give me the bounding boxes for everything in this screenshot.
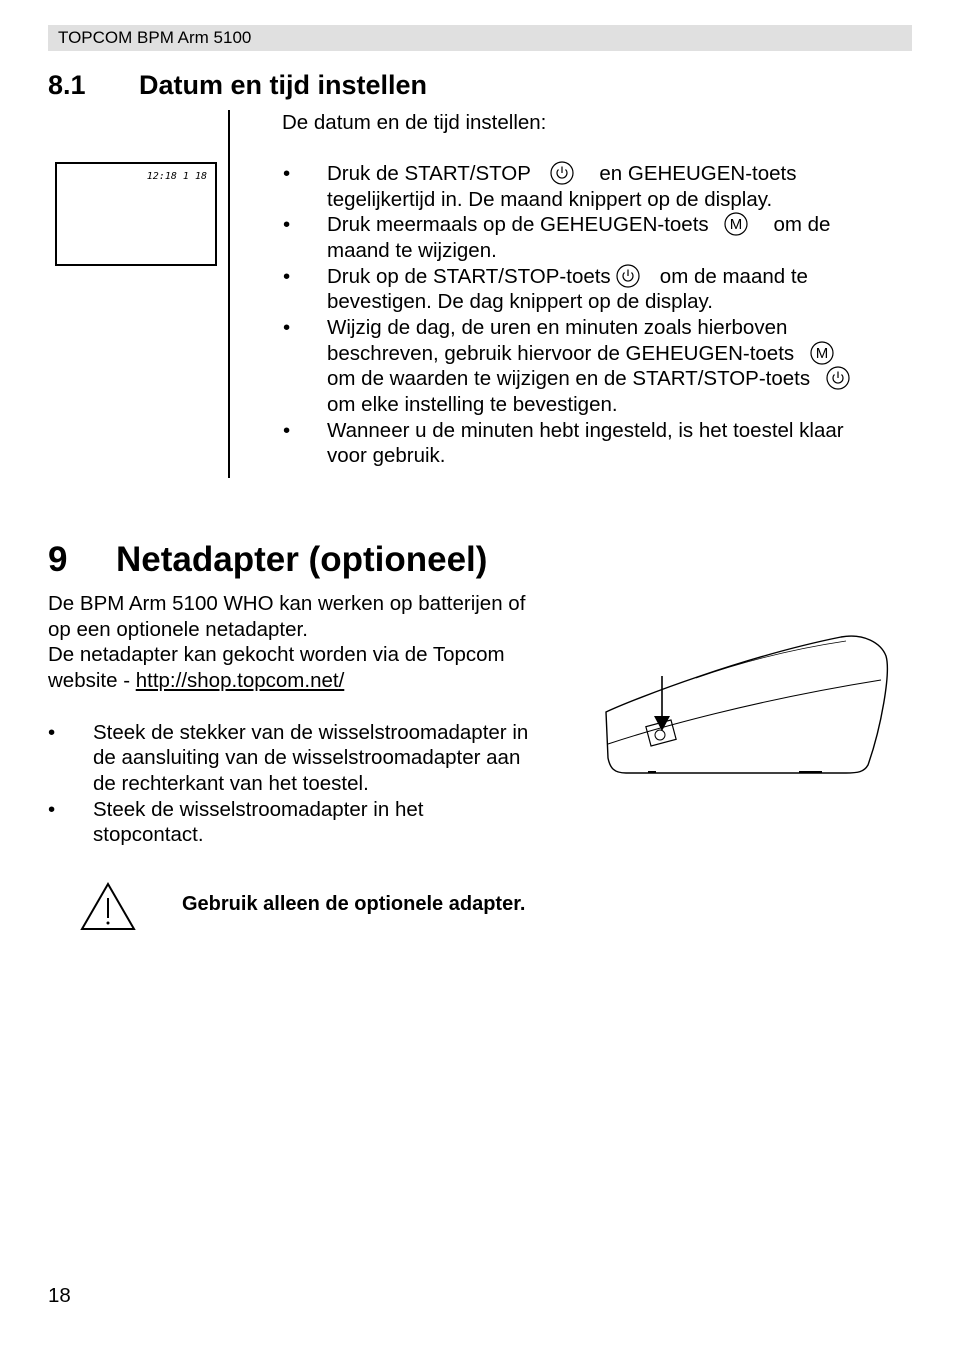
list-item-text: om de waarden te wijzigen en de START/STOP-toets — [327, 367, 811, 390]
section-title: Datum en tijd instellen — [139, 70, 428, 100]
website-prefix: website - — [48, 669, 136, 692]
bullet-marker: • — [48, 798, 56, 821]
memory-key-label: M — [815, 345, 828, 362]
list-item-text: om de — [773, 213, 831, 236]
list-item-text: Druk de START/STOP — [327, 162, 531, 185]
list-item-text: bevestigen. De dag knippert op de display. — [327, 290, 713, 313]
list-item-text: om de maand te — [659, 265, 808, 288]
paragraph-line — [48, 668, 344, 694]
document-title: TOPCOM BPM Arm 5100 — [58, 28, 252, 47]
paragraph-line: op een optionele netadapter. — [48, 618, 308, 641]
list-item-text: Druk meermaals op de GEHEUGEN-toets — [327, 213, 709, 236]
bullet-marker: • — [283, 419, 291, 442]
bullet-marker: • — [48, 721, 56, 744]
list-item-text: voor gebruik. — [327, 444, 446, 467]
list-item-text: Wijzig de dag, de uren en minuten zoals hierboven — [327, 316, 788, 339]
list-item-text: tegelijkertijd in. De maand knippert op de display. — [327, 188, 773, 211]
power-icon — [550, 161, 574, 185]
list-item-text: om elke instelling te bevestigen. — [327, 393, 618, 416]
list-item — [327, 264, 808, 290]
power-icon — [826, 366, 850, 390]
intro-text: De datum en de tijd instellen: — [282, 111, 547, 134]
bullet-marker: • — [283, 316, 291, 339]
bullet-marker: • — [283, 213, 291, 236]
lcd-display — [55, 162, 217, 266]
list-item-text: Steek de stekker van de wisselstroomadapter in — [93, 721, 529, 744]
list-item-text: Wanneer u de minuten hebt ingesteld, is het toestel klaar — [327, 419, 844, 442]
list-item — [327, 212, 830, 238]
paragraph-line: De BPM Arm 5100 WHO kan werken op batterijen of — [48, 592, 526, 615]
memory-key-label: M — [729, 216, 743, 233]
chapter-title: Netadapter (optioneel) — [116, 540, 488, 579]
memory-m-icon — [810, 341, 834, 365]
list-item — [327, 366, 850, 392]
list-item-text: Steek de wisselstroomadapter in het — [93, 798, 424, 821]
header-bar — [48, 25, 912, 51]
list-item — [327, 341, 834, 367]
list-item-text: Druk op de START/STOP-toets — [327, 265, 611, 288]
chapter-number: 9 — [48, 540, 68, 579]
power-icon — [616, 264, 640, 288]
device-side-illustration — [596, 628, 896, 778]
list-item — [327, 161, 796, 187]
bullet-marker: • — [283, 265, 291, 288]
website-link[interactable]: http://shop.topcom.net/ — [135, 669, 345, 692]
list-item-text: de aansluiting van de wisselstroomadapter aan — [93, 746, 521, 769]
bullet-marker: • — [283, 162, 291, 185]
page-number: 18 — [48, 1284, 71, 1307]
vertical-divider — [228, 110, 230, 478]
warning-text: Gebruik alleen de optionele adapter. — [182, 893, 526, 915]
list-item-text: beschreven, gebruik hiervoor de GEHEUGEN-toets — [327, 342, 795, 365]
list-item-text: de rechterkant van het toestel. — [93, 772, 369, 795]
warning-triangle-icon — [80, 882, 136, 932]
list-item-text: en GEHEUGEN-toets — [599, 162, 797, 185]
memory-m-icon — [724, 212, 748, 236]
list-item-text: stopcontact. — [93, 823, 204, 846]
section-number: 8.1 — [48, 70, 86, 100]
list-item-text: maand te wijzigen. — [327, 239, 497, 262]
paragraph-line: De netadapter kan gekocht worden via de Topcom — [48, 643, 505, 666]
lcd-readout: 12:18 1 18 — [146, 171, 207, 182]
